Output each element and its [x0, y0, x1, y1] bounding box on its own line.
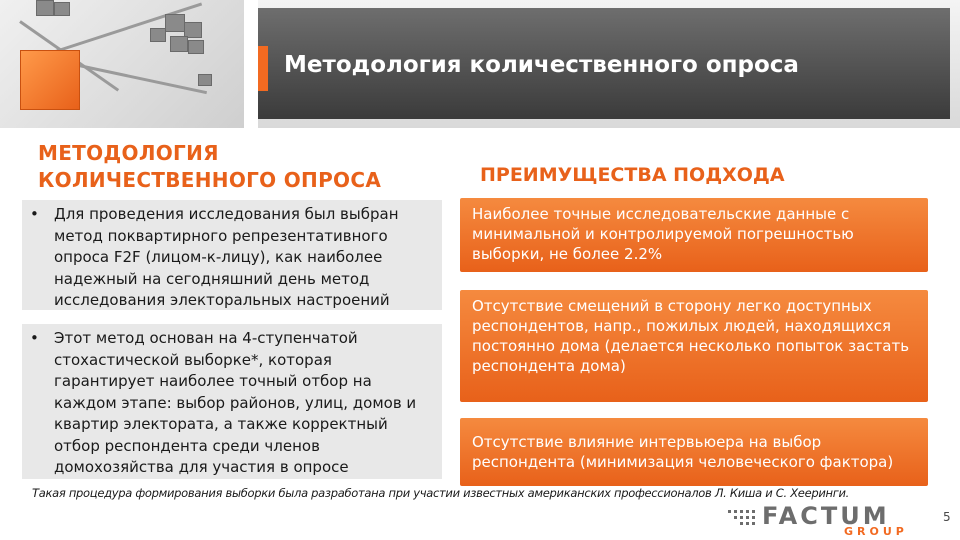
footnote: Такая процедура формирования выборки была разработана при участии известных американских профессионалов Л. Киша и С. Хееринги.: [32, 486, 850, 500]
advantage-text-1: Наиболее точные исследовательские данные с минимальной и контролируемой погрешностью выборки, не более 2.2%: [472, 205, 854, 263]
logo-main-text: FACTUM: [762, 502, 890, 530]
advantage-box-3: [460, 418, 928, 486]
methodology-box-2: [22, 324, 442, 479]
logo-sub-text: GROUP: [844, 525, 908, 538]
header-cubes-image: [0, 0, 244, 128]
methodology-heading-line2: КОЛИЧЕСТВЕННОГО ОПРОСА: [38, 168, 382, 192]
methodology-heading: [38, 140, 381, 194]
methodology-box-1: [22, 200, 442, 310]
title-accent: [258, 46, 268, 91]
methodology-bullet-1: Для проведения исследования был выбран метод поквартирного репрезентативного опроса F2F (лицом-к-лицу), как наиболее надежный на сегодняшний день метод исследования электоральных настроений: [54, 205, 399, 309]
advantage-box-1: [460, 198, 928, 272]
methodology-bullet-2: Этот метод основан на 4-ступенчатой стохастической выборке*, которая гарантирует наиболее точный отбор на каждом этапе: выбор районов, улиц, домов и квартир электората, а также корректный отбор респондента среди членов домохозяйства для участия в опросе: [54, 329, 417, 476]
bullet-marker: •: [30, 205, 39, 223]
advantages-heading: ПРЕИМУЩЕСТВА ПОДХОДА: [480, 164, 785, 186]
page-title: Методология количественного опроса: [284, 52, 799, 78]
methodology-heading-line1: МЕТОДОЛОГИЯ: [38, 141, 219, 165]
advantage-text-3: Отсутствие влияние интервьюера на выбор респондента (минимизация человеческого фактора): [472, 433, 894, 471]
header-divider: [244, 0, 258, 128]
page-number: 5: [943, 510, 951, 524]
bullet-marker: •: [30, 329, 39, 347]
logo-dots-icon: [728, 510, 758, 526]
advantage-text-2: Отсутствие смещений в сторону легко доступных респондентов, напр., пожилых людей, находящихся постоянно дома (делается несколько попыток застать респондента дома): [472, 297, 910, 375]
factum-group-logo: [728, 502, 920, 538]
title-bar: [258, 8, 950, 119]
advantage-box-2: [460, 290, 928, 402]
